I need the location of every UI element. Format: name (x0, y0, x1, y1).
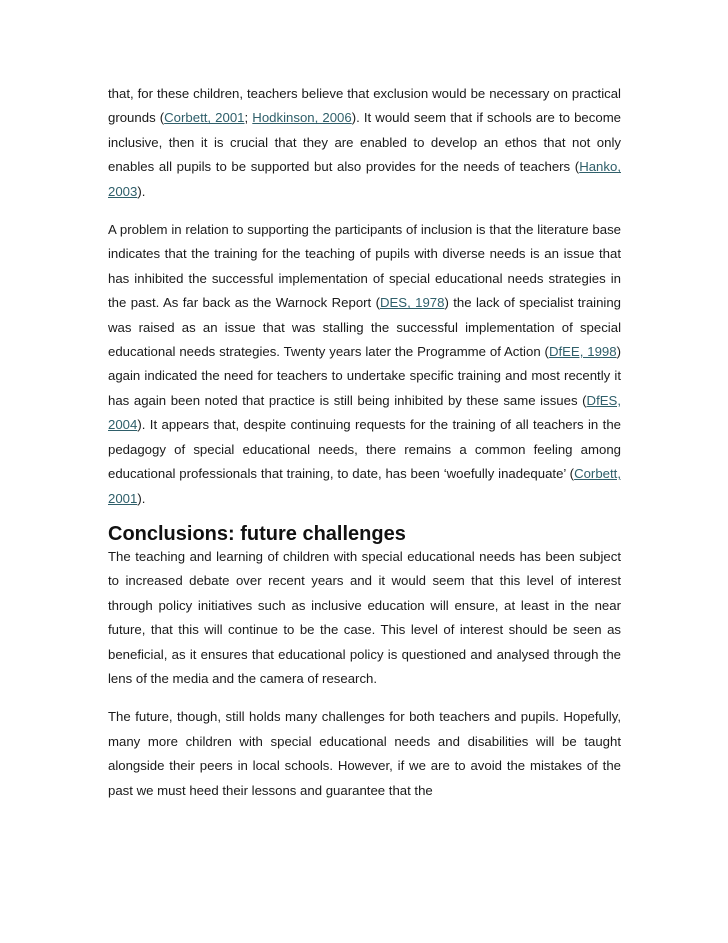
body-paragraph (108, 82, 621, 204)
body-paragraph (108, 545, 621, 691)
citation-link[interactable]: DES, 1978 (379, 295, 445, 311)
paragraph-text: ; (244, 110, 253, 126)
paragraph-text: ). It would seem that if schools are to become inclusive, then it is crucial that they are enabled to develop an ethos that not only enables all pupils to be supported but also provides for the needs of teachers ( (108, 110, 622, 175)
paragraph-text: ). (137, 490, 146, 506)
paragraph-text: ) again indicated the need for teachers to undertake specific training and most recently it has again been noted that practice is still being inhibited by these same issues ( (108, 344, 621, 408)
citation-link[interactable]: Hanko, 2003 (108, 159, 621, 199)
citation-link[interactable]: Corbett, 2001 (164, 110, 245, 126)
paragraph-text: ). It appears that, despite continuing requests for the training of all teachers in the pedagogy of special educational needs, there remains a common feeling among educational professionals that training, to date, has been ‘woefully inadequate’ ( (108, 417, 621, 482)
paragraph-text: ) the lack of specialist training was raised as an issue that was stalling the successful implementation of special educational needs strategies. Twenty years later the Programme of Action ( (108, 295, 622, 360)
citation-link[interactable]: Hodkinson, 2006 (252, 110, 352, 126)
section-heading: Conclusions: future challenges (108, 522, 406, 545)
document-page (108, 82, 621, 803)
citation-link[interactable]: DfES, 2004 (108, 392, 621, 433)
body-paragraph (108, 705, 621, 803)
citation-link[interactable]: Corbett, 2001 (108, 466, 621, 506)
paragraph-text: that, for these children, teachers believe that exclusion would be necessary on practical grounds ( (108, 86, 621, 126)
section-before (108, 82, 621, 511)
body-paragraph (108, 218, 621, 511)
paragraph-text: ). (137, 183, 146, 199)
paragraph-text: A problem in relation to supporting the participants of inclusion is that the literature base indicates that the training for the teaching of pupils with diverse needs is an issue that has inhibited the successful implementation of special educational needs strategies in the past. As far back as the Warnock Report ( (108, 222, 621, 311)
paragraph-text: The teaching and learning of children with special educational needs has been subject to increased debate over recent years and it would seem that this level of interest through policy initiatives such as inclusive education will ensure, at least in the near future, that this will continue to be the case. This level of interest should be seen as beneficial, as it ensures that educational policy is questioned and analysed through the lens of the media and the camera of research. (108, 548, 621, 686)
paragraph-text: The future, though, still holds many challenges for both teachers and pupils. Hopefully, many more children with special educational needs and disabilities will be taught alongside their peers in local schools. However, if we are to avoid the mistakes of the past we must heed their lessons and guarantee that the (108, 709, 621, 798)
section-after (108, 545, 621, 803)
citation-link[interactable]: DfEE, 1998 (548, 344, 617, 360)
